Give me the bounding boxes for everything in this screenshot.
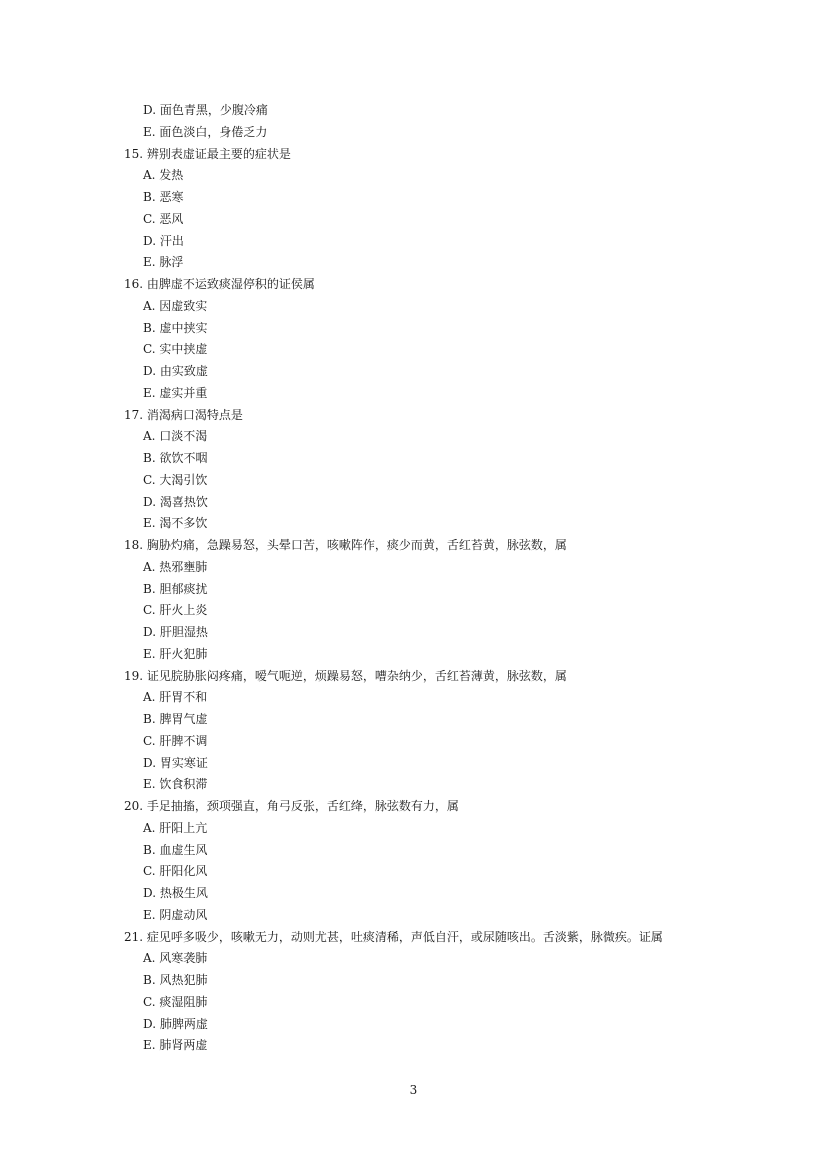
answer-option: D. 汗出 [143, 233, 184, 248]
answer-option: C. 肝脾不调 [143, 733, 208, 748]
answer-option: A. 风寒袭肺 [143, 951, 208, 966]
answer-option: D. 胃实寒证 [143, 755, 208, 770]
answer-option: E. 虚实并重 [143, 385, 208, 400]
question-stem: 19. 证见脘胁胀闷疼痛，嗳气呃逆，烦躁易怒，嘈杂纳少，舌红苔薄黄，脉弦数，属 [124, 668, 567, 683]
answer-option: E. 肝火犯肺 [143, 646, 208, 661]
answer-option: E. 饮食积滞 [143, 777, 208, 792]
answer-option: B. 恶寒 [143, 190, 184, 204]
page-number: 3 [409, 1083, 418, 1097]
answer-option: B. 虚中挟实 [143, 320, 208, 335]
answer-option: A. 热邪壅肺 [143, 559, 208, 574]
answer-option: D. 热极生风 [143, 886, 208, 900]
question-stem: 15. 辨别表虚证最主要的症状是 [124, 146, 291, 161]
question-stem: 18. 胸胁灼痛，急躁易怒，头晕口苦，咳嗽阵作，痰少而黄，舌红苔黄，脉弦数，属 [124, 538, 567, 552]
answer-option: D. 由实致虚 [143, 364, 208, 378]
question-stem: 20. 手足抽搐，颈项强直，角弓反张，舌红绛，脉弦数有力，属 [124, 799, 459, 813]
answer-option: E. 脉浮 [143, 255, 184, 270]
answer-option: E. 阴虚动风 [143, 907, 208, 922]
answer-option: D. 肝胆湿热 [143, 625, 208, 639]
answer-option: E. 肺肾两虚 [143, 1038, 208, 1053]
question-stem: 21. 症见呼多吸少，咳嗽无力，动则尤甚，吐痰清稀，声低自汗，或尿随咳出。舌淡紫，脉微疾。证属 [124, 929, 663, 944]
answer-option: B. 胆郁痰扰 [143, 581, 208, 596]
answer-option: A. 肝阳上亢 [143, 820, 208, 835]
answer-option: C. 实中挟虚 [143, 342, 208, 357]
question-stem: 17. 消渴病口渴特点是 [124, 407, 243, 422]
answer-option: B. 脾胃气虚 [143, 712, 208, 726]
answer-option: B. 欲饮不咽 [143, 451, 208, 465]
question-stem: 16. 由脾虚不运致痰湿停积的证侯属 [124, 277, 315, 291]
answer-option: A. 口淡不渴 [143, 429, 208, 444]
answer-option: D. 肺脾两虚 [143, 1016, 208, 1031]
answer-option: A. 发热 [143, 168, 184, 183]
answer-option: B. 风热犯肺 [143, 973, 208, 987]
answer-option: A. 因虚致实 [143, 298, 208, 313]
answer-option: C. 恶风 [143, 211, 184, 226]
answer-option: D. 面色青黑，少腹冷痛 [143, 103, 268, 117]
answer-option: C. 大渴引饮 [143, 472, 208, 487]
question-list [0, 100, 827, 1057]
answer-option: A. 肝胃不和 [143, 690, 208, 705]
answer-option: E. 面色淡白，身倦乏力 [143, 124, 268, 139]
answer-option: B. 血虚生风 [143, 842, 208, 857]
answer-option: D. 渴喜热饮 [143, 494, 208, 509]
answer-option: E. 渴不多饮 [143, 516, 208, 531]
answer-option: C. 肝阳化风 [143, 864, 208, 879]
answer-option: C. 肝火上炎 [143, 603, 208, 618]
answer-option: C. 痰湿阻肺 [143, 994, 208, 1009]
